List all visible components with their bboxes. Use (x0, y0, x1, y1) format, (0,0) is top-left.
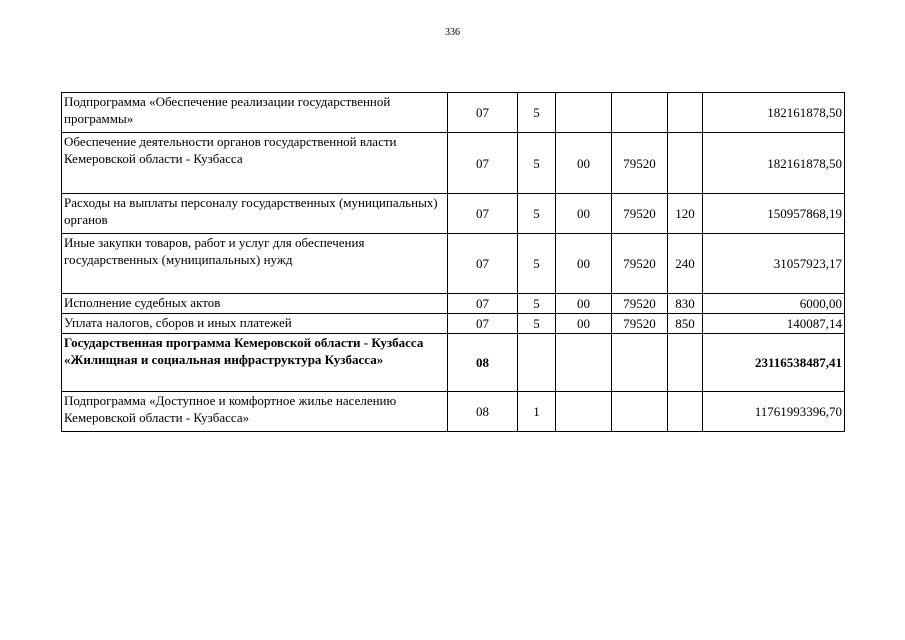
row-subprogram (556, 334, 612, 392)
row-expense-type (668, 93, 703, 133)
row-section: 07 (448, 234, 518, 294)
row-subprogram (556, 93, 612, 133)
row-program: 5 (518, 93, 556, 133)
table-row (62, 194, 845, 234)
row-program: 5 (518, 234, 556, 294)
row-name: Исполнение судебных актов (62, 294, 448, 314)
table-row-program-total (62, 334, 845, 392)
row-program: 5 (518, 133, 556, 194)
row-direction: 79520 (612, 294, 668, 314)
row-program: 5 (518, 294, 556, 314)
row-subprogram: 00 (556, 194, 612, 234)
row-subprogram: 00 (556, 314, 612, 334)
row-subprogram (556, 392, 612, 432)
row-section: 07 (448, 93, 518, 133)
row-expense-type: 120 (668, 194, 703, 234)
row-direction (612, 334, 668, 392)
row-amount: 23116538487,41 (703, 334, 845, 392)
budget-table (61, 92, 845, 432)
row-name: Государственная программа Кемеровской области - Кузбасса «Жилищная и социальная инфраструктура Кузбасса» (62, 334, 448, 392)
row-name: Иные закупки товаров, работ и услуг для обеспечения государственных (муниципальных) нужд (62, 234, 448, 294)
row-expense-type: 240 (668, 234, 703, 294)
table-row (62, 133, 845, 194)
table-row (62, 294, 845, 314)
row-direction: 79520 (612, 234, 668, 294)
row-amount: 150957868,19 (703, 194, 845, 234)
row-subprogram: 00 (556, 133, 612, 194)
row-program (518, 334, 556, 392)
row-direction: 79520 (612, 133, 668, 194)
row-program: 5 (518, 194, 556, 234)
table-row (62, 93, 845, 133)
row-direction (612, 392, 668, 432)
row-direction: 79520 (612, 194, 668, 234)
row-section: 08 (448, 334, 518, 392)
row-expense-type: 830 (668, 294, 703, 314)
row-subprogram: 00 (556, 234, 612, 294)
row-section: 07 (448, 133, 518, 194)
row-expense-type (668, 392, 703, 432)
row-amount: 6000,00 (703, 294, 845, 314)
row-name: Уплата налогов, сборов и иных платежей (62, 314, 448, 334)
row-name: Подпрограмма «Доступное и комфортное жилье населению Кемеровской области - Кузбасса» (62, 392, 448, 432)
row-section: 07 (448, 314, 518, 334)
row-program: 5 (518, 314, 556, 334)
row-name: Обеспечение деятельности органов государственной власти Кемеровской области - Кузбасса (62, 133, 448, 194)
row-expense-type (668, 334, 703, 392)
table-row (62, 234, 845, 294)
row-section: 08 (448, 392, 518, 432)
table-row (62, 392, 845, 432)
row-direction: 79520 (612, 314, 668, 334)
row-expense-type: 850 (668, 314, 703, 334)
row-section: 07 (448, 294, 518, 314)
row-expense-type (668, 133, 703, 194)
row-program: 1 (518, 392, 556, 432)
row-name: Расходы на выплаты персоналу государственных (муниципальных) органов (62, 194, 448, 234)
row-subprogram: 00 (556, 294, 612, 314)
row-amount: 11761993396,70 (703, 392, 845, 432)
row-section: 07 (448, 194, 518, 234)
row-amount: 182161878,50 (703, 133, 845, 194)
table-row (62, 314, 845, 334)
row-direction (612, 93, 668, 133)
row-amount: 182161878,50 (703, 93, 845, 133)
page-number: 336 (445, 27, 460, 38)
row-amount: 140087,14 (703, 314, 845, 334)
row-amount: 31057923,17 (703, 234, 845, 294)
row-name: Подпрограмма «Обеспечение реализации государственной программы» (62, 93, 448, 133)
